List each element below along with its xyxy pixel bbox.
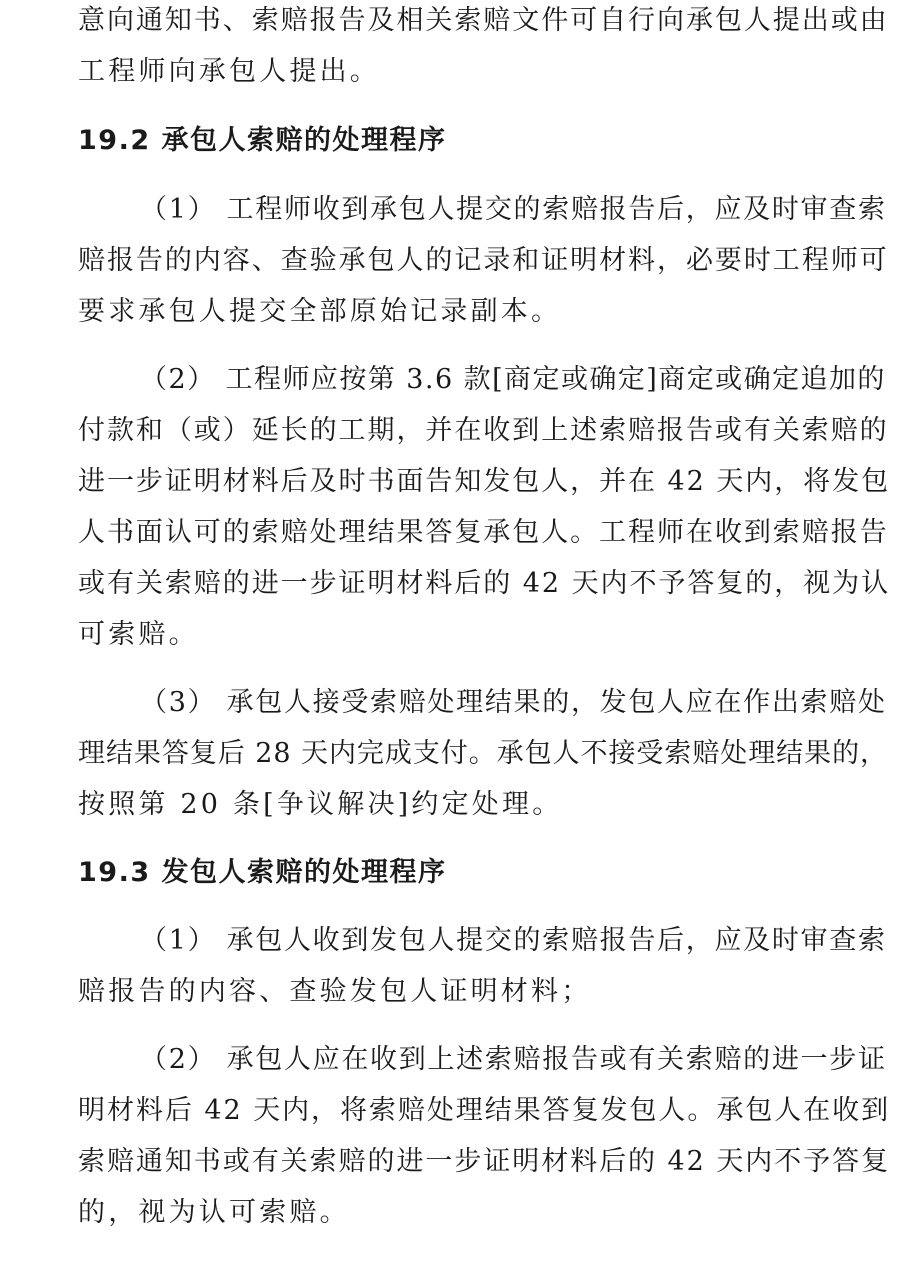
paragraph-line: 索赔通知书或有关索赔的进一步证明材料后的 42 天内不予答复 bbox=[78, 1146, 891, 1177]
intro-line: 意向通知书、索赔报告及相关索赔文件可自行向承包人提出或由 bbox=[78, 5, 889, 36]
paragraph-line: 理结果答复后 28 天内完成支付。承包人不接受索赔处理结果的， bbox=[78, 738, 888, 769]
paragraph-line: 要求承包人提交全部原始记录副本。 bbox=[78, 296, 562, 327]
paragraph-line: 赔报告的内容、查验发包人证明材料； bbox=[78, 976, 592, 1007]
paragraph-line: 赔报告的内容、查验承包人的记录和证明材料，必要时工程师可 bbox=[78, 245, 889, 276]
paragraph-line: 的，视为认可索赔。 bbox=[78, 1197, 350, 1228]
paragraph-line: （1） 工程师收到承包人提交的索赔报告后，应及时审查索 bbox=[140, 194, 887, 225]
paragraph-line: 明材料后 42 天内，将索赔处理结果答复发包人。承包人在收到 bbox=[78, 1095, 891, 1126]
paragraph-line: 按照第 20 条[争议解决]约定处理。 bbox=[78, 789, 563, 820]
paragraph-line: （3） 承包人接受索赔处理结果的，发包人应在作出索赔处 bbox=[140, 687, 887, 718]
section-heading-19-3: 19.3 发包人索赔的处理程序 bbox=[78, 857, 447, 888]
paragraph-line: 可索赔。 bbox=[78, 619, 199, 650]
paragraph-line: 进一步证明材料后及时书面告知发包人，并在 42 天内，将发包 bbox=[78, 466, 891, 497]
paragraph-line: （2） 承包人应在收到上述索赔报告或有关索赔的进一步证 bbox=[140, 1044, 887, 1075]
paragraph-line: 或有关索赔的进一步证明材料后的 42 天内不予答复的，视为认 bbox=[78, 568, 891, 599]
intro-line: 工程师向承包人提出。 bbox=[78, 56, 380, 87]
paragraph-line: （2） 工程师应按第 3.6 款[商定或确定]商定或确定追加的 bbox=[140, 364, 886, 395]
section-heading-19-2: 19.2 承包人索赔的处理程序 bbox=[78, 125, 447, 156]
paragraph-line: （1） 承包人收到发包人提交的索赔报告后，应及时审查索 bbox=[140, 925, 887, 956]
paragraph-line: 付款和（或）延长的工期，并在收到上述索赔报告或有关索赔的 bbox=[78, 415, 889, 446]
paragraph-line: 人书面认可的索赔处理结果答复承包人。工程师在收到索赔报告 bbox=[78, 517, 889, 548]
